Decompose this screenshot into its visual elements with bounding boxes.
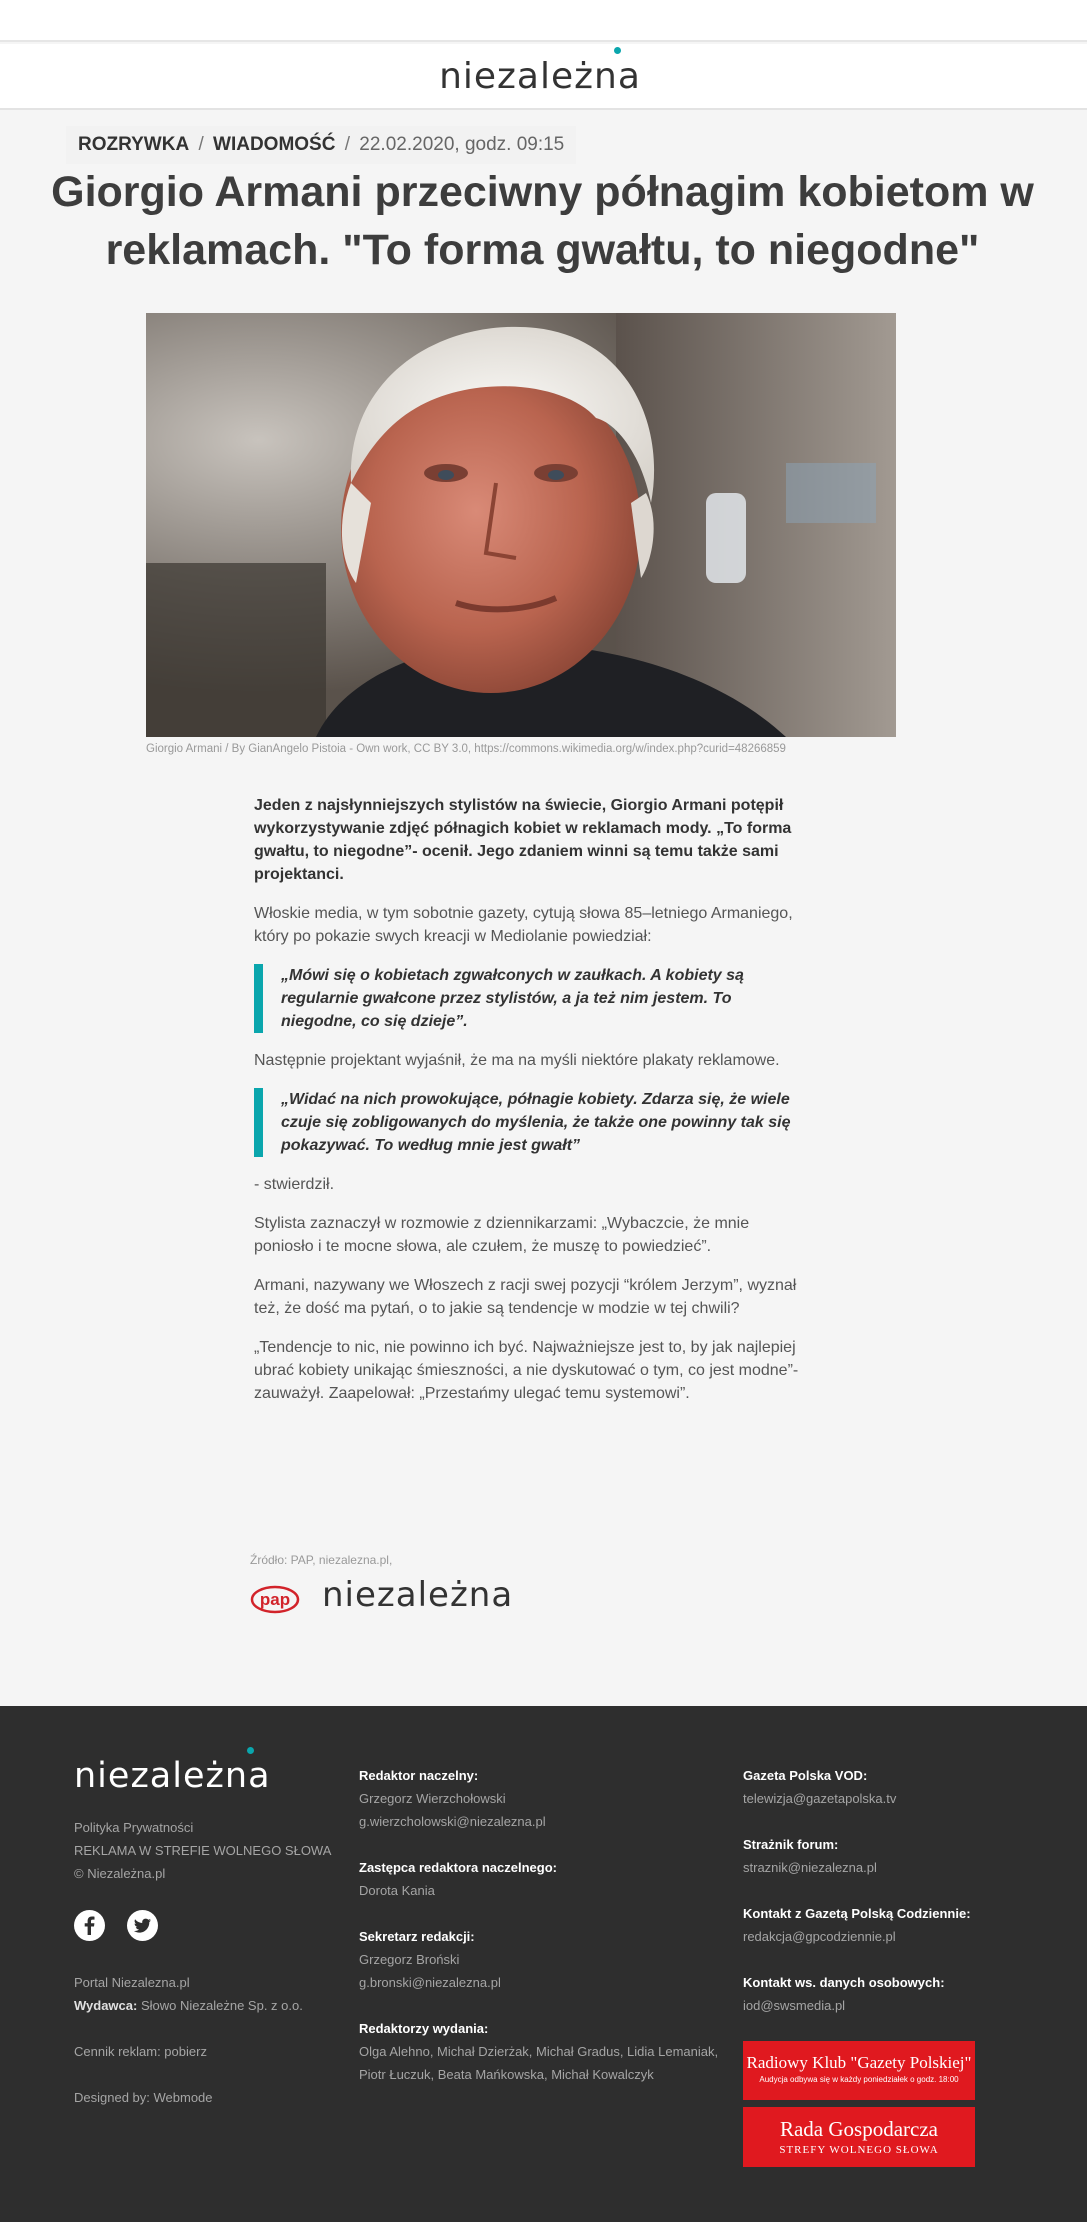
article-lead: Jeden z najsłynniejszych stylistów na świecie, Giorgio Armani potępił wykorzystywanie zdjęć półnagich kobiet w reklamach mody. „To forma gwałtu, to niegodne”- ocenił. Jego zdaniem winni są temu także sami projektanci. — [254, 797, 792, 883]
footer-text: Olga Alehno, Michał Dzierżak, Michał Gradus, Lidia Lemaniak, Piotr Łuczuk, Beata Mańkowska, Michał Kowalczyk — [359, 2044, 719, 2082]
footer-logo[interactable] — [74, 1756, 278, 1796]
footer-links — [74, 1816, 331, 1885]
article-paragraph: Stylista zaznaczył w rozmowie z dziennikarzami: „Wybaczcie, że mnie poniosło i te mocne słowa, ale czułem, że muszę to powiedzieć”. — [254, 1215, 750, 1255]
footer-text: Grzegorz Broński — [359, 1952, 460, 1967]
breadcrumb-separator: / — [344, 134, 351, 155]
banner-subtitle: STREFY WOLNEGO SŁOWA — [779, 2144, 939, 2156]
footer-contact-block — [743, 1833, 1043, 1879]
article-source: Źródło: PAP, niezalezna.pl, — [250, 1553, 393, 1567]
breadcrumb-category[interactable]: ROZRYWKA — [78, 134, 190, 155]
footer-secretary-block — [359, 1925, 719, 1994]
article-quote: „Widać na nich prowokujące, półnagie kobiety. Zdarza się, że wiele czuje się zobligowanych do myślenia, że także one powinny tak się pokazywać. To według mnie jest gwałt” — [254, 1088, 804, 1157]
footer-email[interactable]: redakcja@gpcodziennie.pl — [743, 1929, 896, 1944]
article-quote: „Mówi się o kobietach zgwałconych w zaułkach. A kobiety są regularnie gwałcone przez stylistów, a ja też nim jestem. To niegodne, co się dzieje”. — [254, 964, 804, 1033]
footer-editorial — [359, 1764, 719, 2109]
article-paragraph: „Tendencje to nic, nie powinno ich być. Najważniejsze jest to, by jak najlepiej ubrać kobiety unikając śmieszności, a nie dyskutować o tym, co jest modne”- zauważył. Zaapelował: „Przestańmy ulegać temu systemowi”. — [254, 1339, 799, 1402]
pap-logo-graphic — [250, 1585, 300, 1614]
portrait-photo — [146, 313, 896, 737]
advertising-link[interactable]: REKLAMA W STREFIE WOLNEGO SŁOWA — [74, 1843, 332, 1858]
article-paragraph: Następnie projektant wyjaśnił, że ma na myśli niektóre plakaty reklamowe. — [254, 1052, 780, 1069]
social-links — [74, 1910, 176, 1946]
banner-title: Rada Gospodarcza — [779, 2117, 938, 2141]
article-body — [254, 794, 804, 1421]
article-hero-image — [146, 313, 896, 737]
facebook-icon[interactable] — [74, 1910, 105, 1941]
breadcrumb-separator: / — [198, 134, 204, 155]
top-strip — [0, 0, 1087, 42]
footer-contact-block — [743, 1764, 1043, 1810]
footer-heading: Redaktorzy wydania: — [359, 2021, 489, 2036]
footer-publisher — [74, 1971, 303, 2109]
radio-club-banner[interactable] — [743, 2041, 975, 2100]
site-logo[interactable] — [0, 56, 1087, 97]
footer-heading: Sekretarz redakcji: — [359, 1929, 475, 1944]
ad-pricing-link[interactable]: Cennik reklam: pobierz — [74, 2044, 207, 2059]
image-caption: Giorgio Armani / By GianAngelo Pistoia - Own work, CC BY 3.0, https://commons.wikimedia.org/w/index.php?curid=48266859 — [146, 743, 786, 755]
footer-deputy-block — [359, 1856, 719, 1902]
designed-by[interactable]: Designed by: Webmode — [74, 2090, 213, 2105]
site-footer — [0, 1706, 1087, 2222]
banner-title: Radiowy Klub "Gazety Polskiej" — [746, 2053, 972, 2072]
footer-heading: Kontakt ws. danych osobowych: — [743, 1975, 945, 1990]
article-date: 22.02.2020, godz. 09:15 — [359, 134, 565, 155]
pap-logo-text: pap — [259, 1590, 291, 1609]
footer-email[interactable]: straznik@niezalezna.pl — [743, 1860, 877, 1875]
footer-contacts — [743, 1764, 1043, 2040]
footer-heading: Strażnik forum: — [743, 1837, 839, 1852]
portal-name: Portal Niezalezna.pl — [74, 1975, 190, 1990]
publisher-name: Słowo Niezależne Sp. z o.o. — [140, 1998, 303, 2013]
footer-email[interactable]: g.bronski@niezalezna.pl — [359, 1975, 501, 1990]
logo-accent-dot — [247, 1747, 254, 1754]
footer-contact-block — [743, 1971, 1043, 2017]
footer-heading: Kontakt z Gazetą Polską Codziennie: — [743, 1906, 971, 1921]
footer-email[interactable]: iod@swsmedia.pl — [743, 1998, 846, 2013]
footer-logo-text: niezależna — [74, 1756, 271, 1796]
footer-contact-block — [743, 1902, 1043, 1948]
footer-text: Dorota Kania — [359, 1883, 435, 1898]
footer-email[interactable]: g.wierzcholowski@niezalezna.pl — [359, 1814, 546, 1829]
privacy-policy-link[interactable]: Polityka Prywatności — [74, 1820, 194, 1835]
banner-subtitle: Audycja odbywa się w każdy poniedziałek o godz. 18:00 — [759, 2075, 959, 2084]
site-header — [0, 44, 1087, 110]
footer-heading: Zastępca redaktora naczelnego: — [359, 1860, 557, 1875]
footer-heading: Redaktor naczelny: — [359, 1768, 479, 1783]
footer-text: Grzegorz Wierzchołowski — [359, 1791, 506, 1806]
footer-editors-block — [359, 2017, 719, 2086]
footer-editor-block — [359, 1764, 719, 1833]
article-paragraph: Armani, nazywany we Włoszech z racji swej pozycji “królem Jerzym”, wyznał też, że dość ma pytań, o to jakie są tendencje w modzie w tej chwili? — [254, 1277, 797, 1317]
breadcrumb — [66, 126, 576, 164]
footer-heading: Gazeta Polska VOD: — [743, 1768, 868, 1783]
site-logo-text: niezależna — [439, 56, 641, 97]
breadcrumb-type[interactable]: WIADOMOŚĆ — [213, 134, 336, 155]
publisher-label: Wydawca: — [74, 1998, 138, 2013]
footer-email[interactable]: telewizja@gazetapolska.tv — [743, 1791, 897, 1806]
economic-council-banner[interactable] — [743, 2107, 975, 2167]
article-title: Giorgio Armani przeciwny półnagim kobietom w reklamach. "To forma gwałtu, to niegodne" — [51, 168, 1034, 274]
article-paragraph: Włoskie media, w tym sobotnie gazety, cytują słowa 85–letniego Armaniego, który po pokazie swych kreacji w Mediolanie powiedział: — [254, 905, 793, 945]
pap-logo[interactable] — [250, 1585, 300, 1614]
source-logo[interactable]: niezależna — [322, 1575, 514, 1615]
copyright: © Niezależna.pl — [74, 1866, 166, 1881]
twitter-icon[interactable] — [127, 1910, 158, 1941]
article-paragraph: - stwierdził. — [254, 1176, 335, 1193]
publisher-line — [74, 1994, 303, 2017]
logo-accent-dot — [614, 47, 621, 54]
